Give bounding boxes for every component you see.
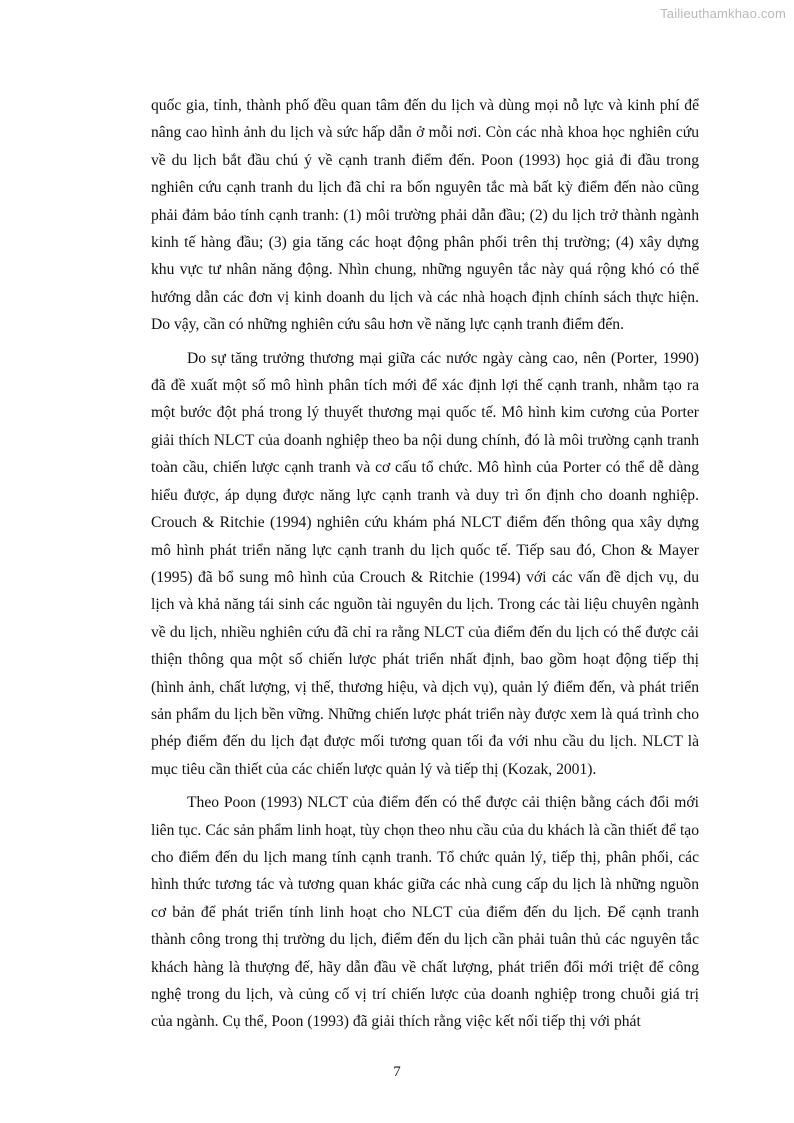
paragraph-3: Theo Poon (1993) NLCT của điểm đến có thể được cải thiện bằng cách đổi mới liên tục. Các sản phẩm linh hoạt, tùy chọn theo nhu cầu của du khách là cần thiết để tạo cho điểm đến du lịch mang tính cạnh tranh. Tổ chức quản lý, tiếp thị, phân phối, các hình thức tương tác và tương quan khác giữa các nhà cung cấp du lịch là những nguồn cơ bản để phát triển tính linh hoạt cho NLCT của điểm đến du lịch. Để cạnh tranh thành công trong thị trường du lịch, điểm đến du lịch cần phải tuân thủ các nguyên tắc khách hàng là thượng đế, hãy dẫn đầu về chất lượng, phát triển đổi mới triệt để công nghệ trong du lịch, và củng cố vị trí chiến lược của doanh nghiệp trong chuỗi giá trị của ngành. Cụ thể, Poon (1993) đã giải thích rằng việc kết nối tiếp thị với phát: [151, 794, 699, 1031]
watermark-text: Tailieuthamkhao.com: [660, 6, 786, 21]
page-number: 7: [393, 1064, 401, 1080]
document-body: [151, 92, 699, 1042]
paragraph-2: Do sự tăng trưởng thương mại giữa các nước ngày càng cao, nên (Porter, 1990) đã đề xuất một số mô hình phân tích mới để xác định lợi thế cạnh tranh, nhằm tạo ra một bước đột phá trong lý thuyết thương mại quốc tế. Mô hình kim cương của Porter giải thích NLCT của doanh nghiệp theo ba nội dung chính, đó là môi trường cạnh tranh toàn cầu, chiến lược cạnh tranh và cơ cấu tổ chức. Mô hình của Porter có thể dễ dàng hiểu được, áp dụng được năng lực cạnh tranh và duy trì ổn định cho doanh nghiệp. Crouch & Ritchie (1994) nghiên cứu khám phá NLCT điểm đến thông qua xây dựng mô hình phát triển năng lực cạnh tranh du lịch quốc tế. Tiếp sau đó, Chon & Mayer (1995) đã bổ sung mô hình của Crouch & Ritchie (1994) với các vấn đề dịch vụ, du lịch và khả năng tái sinh các nguồn tài nguyên du lịch. Trong các tài liệu chuyên ngành về du lịch, nhiều nghiên cứu đã chỉ ra rằng NLCT của điểm đến du lịch có thể được cải thiện thông qua một số chiến lược phát triển nhất định, bao gồm hoạt động tiếp thị (hình ảnh, chất lượng, vị thế, thương hiệu, và dịch vụ), quản lý điểm đến, và phát triển sản phẩm du lịch bền vững. Những chiến lược phát triển này được xem là quá trình cho phép điểm đến du lịch đạt được mối tương quan tối đa với nhu cầu du lịch. NLCT là mục tiêu cần thiết của các chiến lược quản lý và tiếp thị (Kozak, 2001).: [151, 349, 699, 778]
paragraph-1: quốc gia, tỉnh, thành phố đều quan tâm đến du lịch và dùng mọi nỗ lực và kinh phí để nâng cao hình ảnh du lịch và sức hấp dẫn ở mỗi nơi. Còn các nhà khoa học nghiên cứu về du lịch bắt đầu chú ý về cạnh tranh điểm đến. Poon (1993) học giả đi đầu trong nghiên cứu cạnh tranh du lịch đã chỉ ra bốn nguyên tắc mà bất kỳ điểm đến nào cũng phải đảm bảo tính cạnh tranh: (1) môi trường phải dẫn đầu; (2) du lịch trở thành ngành kinh tế hàng đầu; (3) gia tăng các hoạt động phân phối trên thị trường; (4) xây dựng khu vực tư nhân năng động. Nhìn chung, những nguyên tắc này quá rộng khó có thể hướng dẫn các đơn vị kinh doanh du lịch và các nhà hoạch định chính sách thực hiện. Do vậy, cần có những nghiên cứu sâu hơn về năng lực cạnh tranh điểm đến.: [151, 97, 699, 334]
